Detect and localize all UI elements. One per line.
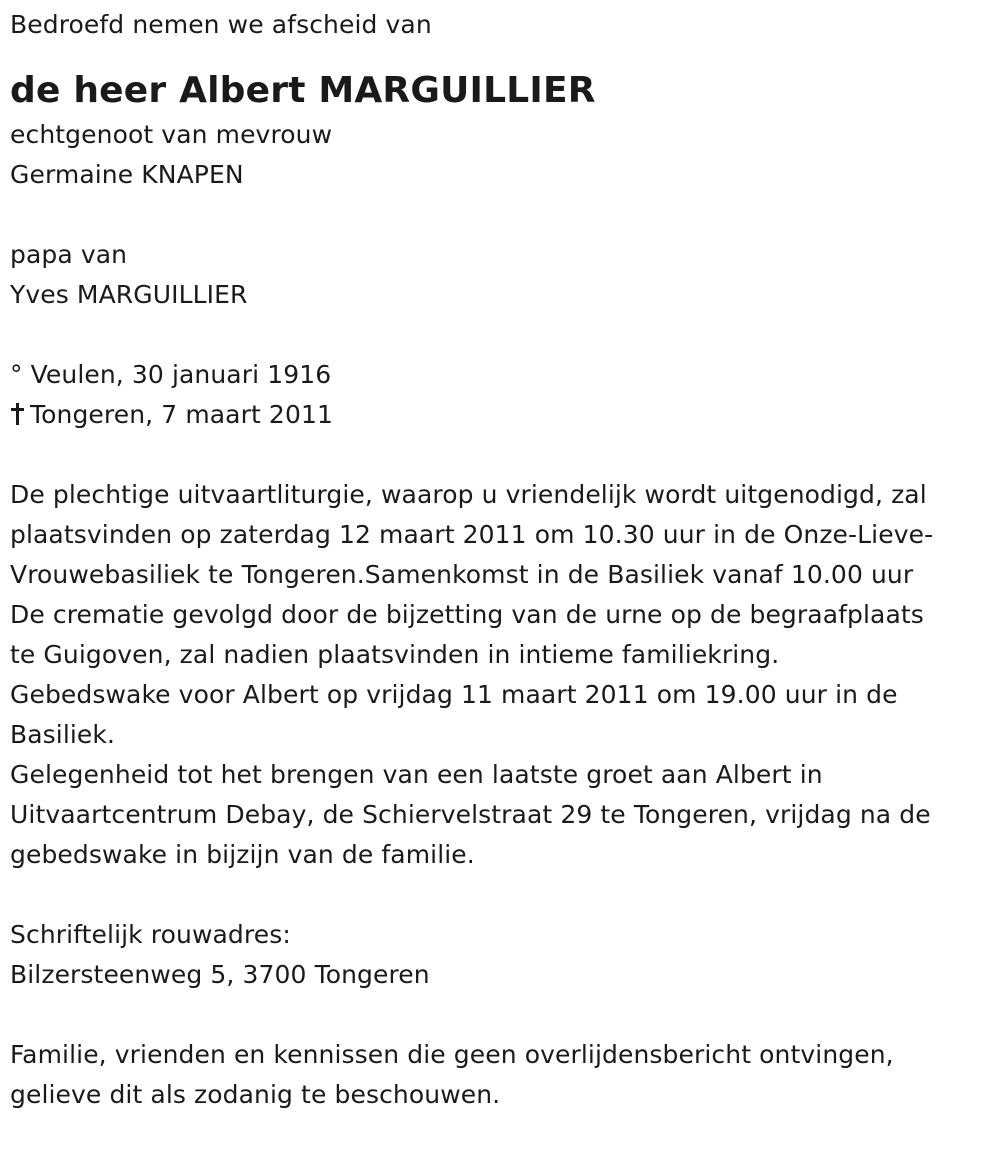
funeral-line: De crematie gevolgd door de bijzetting van de urne op de begraafplaats — [10, 600, 924, 629]
closing-line: Familie, vrienden en kennissen die geen overlijdensbericht ontvingen, — [10, 1040, 894, 1069]
mourning-address: Bilzersteenweg 5, 3700 Tongeren — [10, 960, 430, 989]
funeral-line: plaatsvinden op zaterdag 12 maart 2011 om 10.30 uur in de Onze-Lieve- — [10, 520, 934, 549]
spacer — [10, 435, 990, 475]
spouse-name: Germaine KNAPEN — [10, 160, 244, 189]
death-notice — [10, 0, 990, 1115]
child-name: Yves MARGUILLIER — [10, 280, 248, 309]
spacer — [10, 315, 990, 355]
deceased-name: de heer Albert MARGUILLIER — [10, 70, 596, 111]
closing-line: gelieve dit als zodanig te beschouwen. — [10, 1080, 501, 1109]
funeral-line: De plechtige uitvaartliturgie, waarop u vriendelijk wordt uitgenodigd, zal — [10, 480, 927, 509]
intro-text: Bedroefd nemen we afscheid van — [10, 10, 432, 39]
cross-icon — [10, 403, 24, 425]
funeral-line: Uitvaartcentrum Debay, de Schiervelstraat 29 te Tongeren, vrijdag na de — [10, 800, 931, 829]
funeral-details — [10, 475, 990, 875]
funeral-line: gebedswake in bijzijn van de familie. — [10, 840, 475, 869]
funeral-line: Basiliek. — [10, 720, 116, 749]
spacer — [10, 875, 990, 915]
spacer — [10, 995, 990, 1035]
death-date-row — [10, 395, 990, 435]
funeral-line: te Guigoven, zal nadien plaatsvinden in intieme familiekring. — [10, 640, 780, 669]
funeral-line: Gelegenheid tot het brengen van een laatste groet aan Albert in — [10, 760, 823, 789]
funeral-line: Vrouwebasiliek te Tongeren.Samenkomst in de Basiliek vanaf 10.00 uur — [10, 560, 914, 589]
birth-date: ° Veulen, 30 januari 1916 — [10, 360, 332, 389]
parent-relation: papa van — [10, 240, 128, 269]
address-label: Schriftelijk rouwadres: — [10, 920, 291, 949]
spouse-relation: echtgenoot van mevrouw — [10, 120, 333, 149]
spacer — [10, 195, 990, 235]
closing-note — [10, 1035, 990, 1115]
death-date: Tongeren, 7 maart 2011 — [30, 400, 333, 429]
funeral-line: Gebedswake voor Albert op vrijdag 11 maart 2011 om 19.00 uur in de — [10, 680, 898, 709]
